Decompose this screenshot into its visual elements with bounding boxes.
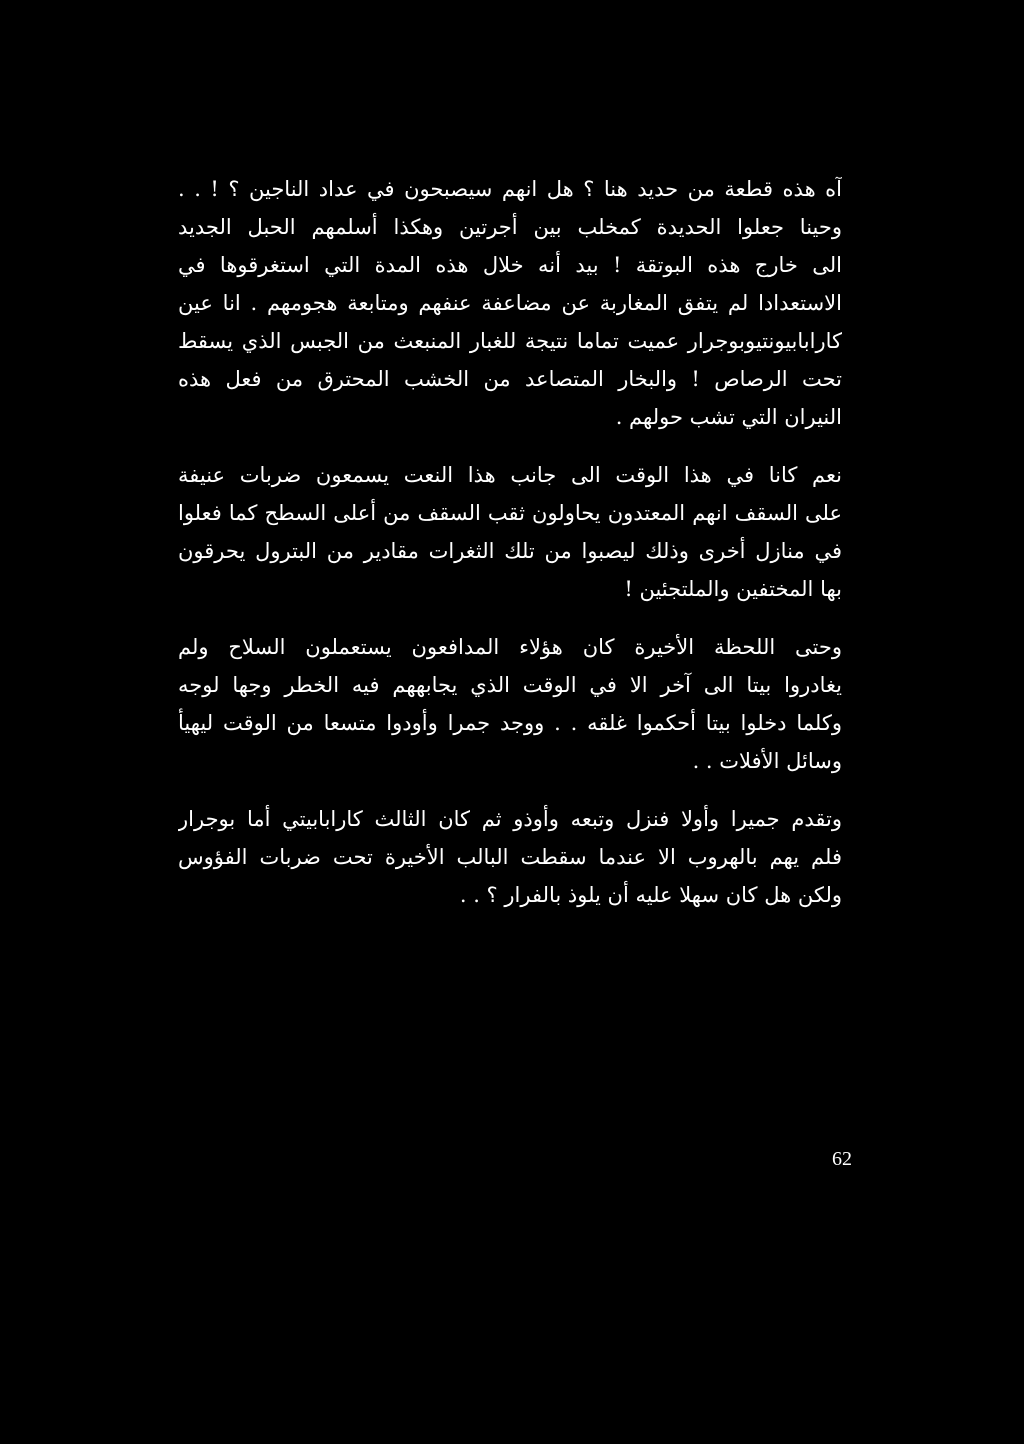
text-line: النيران التي تشب حولهم . (615, 405, 842, 429)
text-line: وسائل الأفلات . . (692, 749, 842, 773)
paragraph-4 (178, 800, 842, 914)
page-number: 62 (832, 1148, 852, 1170)
paragraph-2 (178, 456, 842, 608)
text-line: وحتى اللحظة الأخيرة كان هؤلاء المدافعون يستعملون السلاح ولم (178, 635, 842, 659)
text-line: يغادروا بيتا الى آخر الا في الوقت الذي يجابههم فيه الخطر وجها لوجه (178, 673, 842, 697)
text-line: الى خارج هذه البوتقة ! بيد أنه خلال هذه المدة التي استغرقوها في (178, 253, 842, 277)
text-line: ولكن هل كان سهلا عليه أن يلوذ بالفرار ؟ . . (459, 883, 842, 907)
text-line: على السقف انهم المعتدون يحاولون ثقب السقف من أعلى السطح كما فعلوا (178, 501, 842, 525)
text-line: في منازل أخرى وذلك ليصبوا من تلك الثغرات مقادير من البترول يحرقون (178, 539, 842, 563)
body-text (178, 170, 842, 934)
text-line: نعم كانا في هذا الوقت الى جانب هذا النعت يسمعون ضربات عنيفة (178, 463, 842, 487)
text-line: كارابابيونتيوبوجرار عميت تماما نتيجة للغبار المنبعث من الجبس الذي يسقط (178, 329, 842, 353)
text-line: فلم يهم بالهروب الا عندما سقطت البالب الأخيرة تحت ضربات الفؤوس (178, 845, 842, 869)
paragraph-3 (178, 628, 842, 780)
text-line: وكلما دخلوا بيتا أحكموا غلقه . . ووجد جمرا وأودوا متسعا من الوقت ليهيأ (178, 711, 842, 735)
text-line: تحت الرصاص ! والبخار المتصاعد من الخشب المحترق من فعل هذه (178, 367, 842, 391)
text-line: الاستعدادا لم يتفق المغاربة عن مضاعفة عنفهم ومتابعة هجومهم . انا عين (178, 291, 842, 315)
text-line: وتقدم جميرا وأولا فنزل وتبعه وأوذو ثم كان الثالث كارابابيتي أما بوجرار (178, 807, 842, 831)
paragraph-1 (178, 170, 842, 436)
text-line: بها المختفين والملتجئين ! (624, 577, 842, 601)
text-line: آه هذه قطعة من حديد هنا ؟ هل انهم سيصبحون في عداد الناجين ؟ ! . . (178, 177, 842, 201)
text-line: وحينا جعلوا الحديدة كمخلب بين أجرتين وهكذا أسلمهم الحبل الجديد (178, 215, 842, 239)
